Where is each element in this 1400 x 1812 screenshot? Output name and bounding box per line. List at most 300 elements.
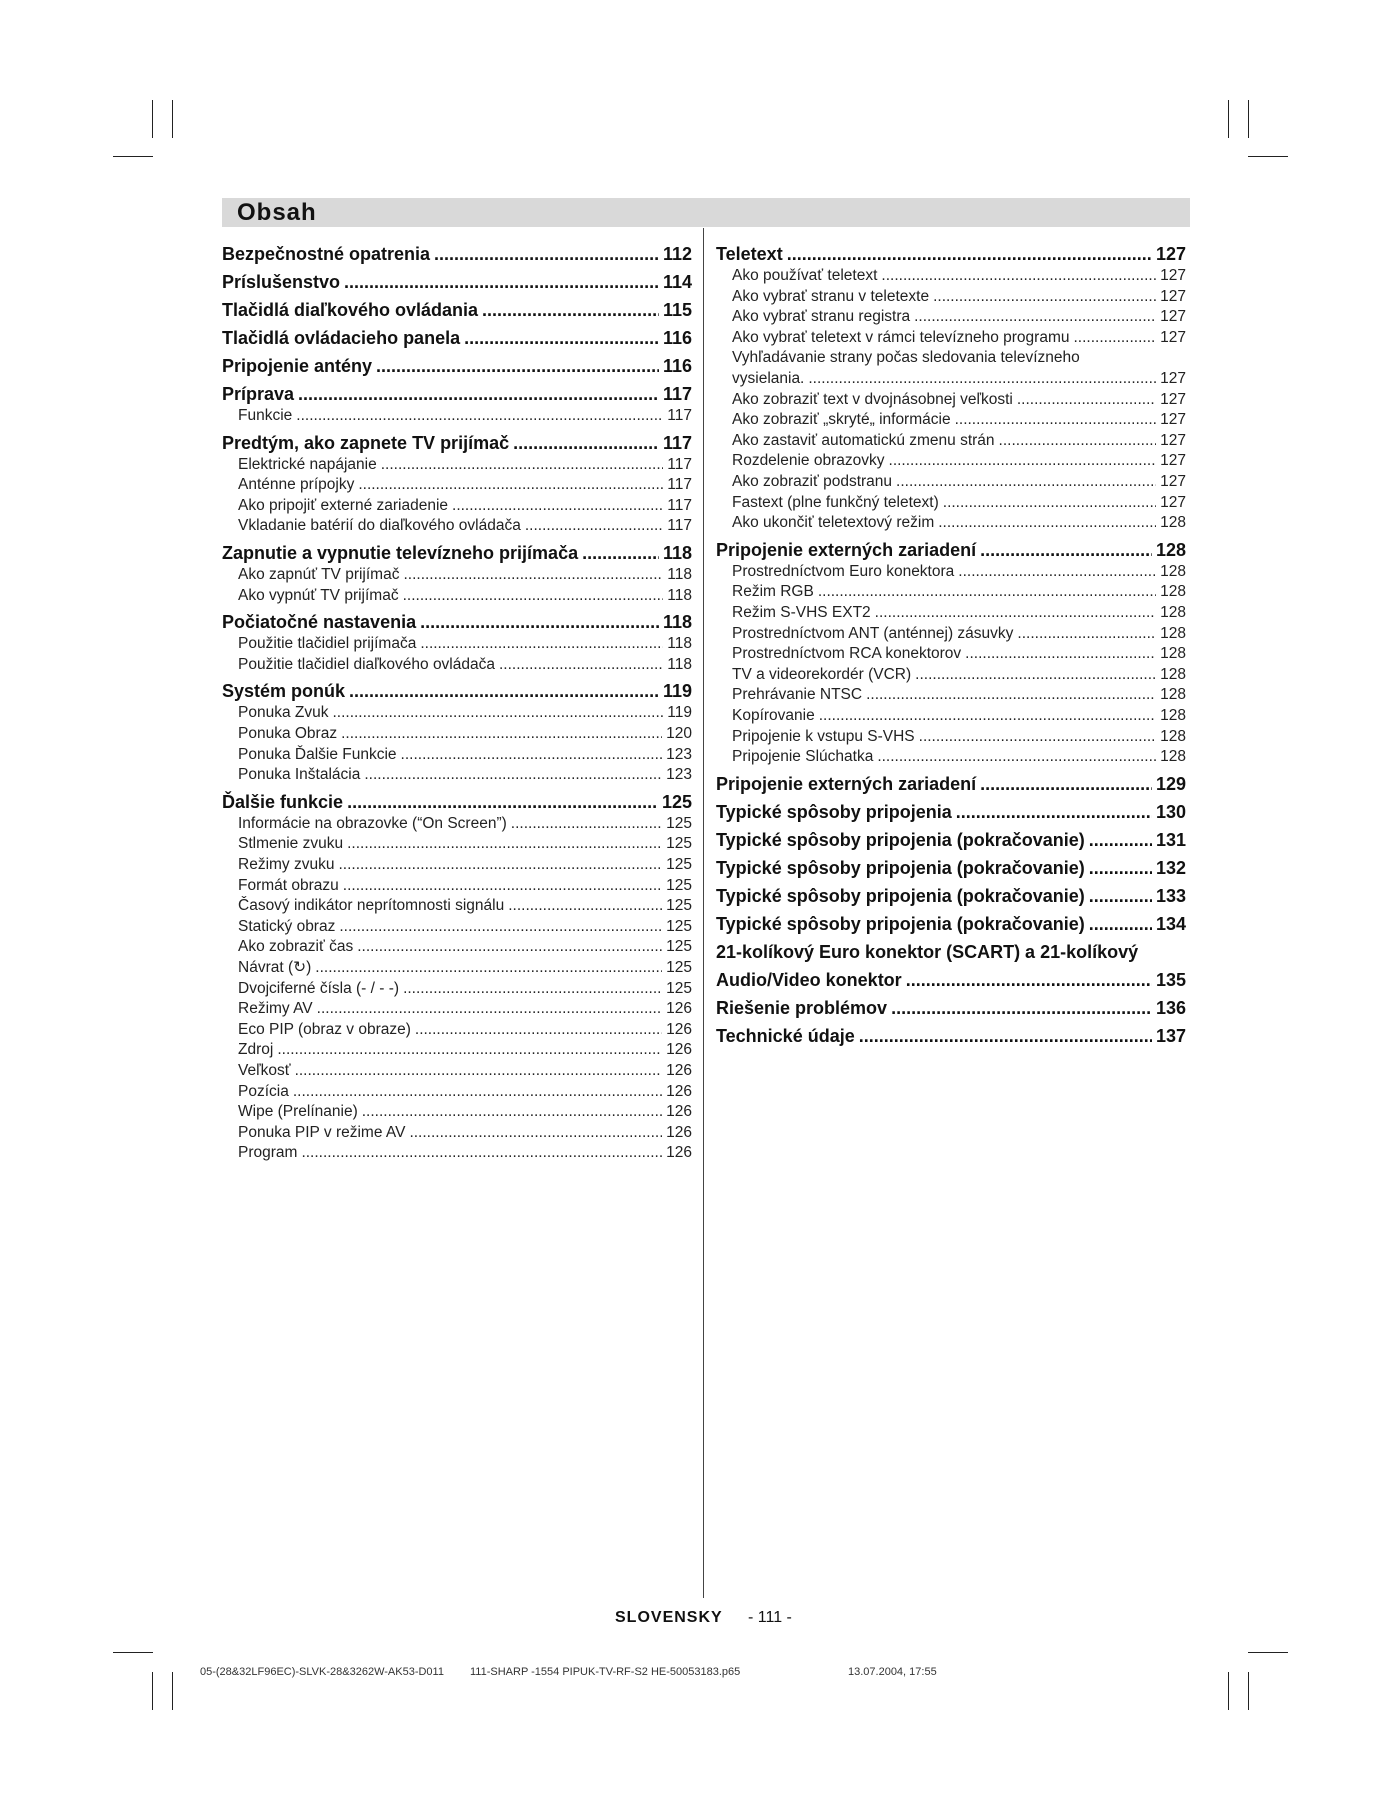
toc-entry-label: Typické spôsoby pripojenia (pokračovanie) xyxy=(716,913,1085,934)
toc-page-number: 126 xyxy=(666,1000,692,1018)
toc-entry-label: Ako používať teletext xyxy=(732,267,878,284)
toc-entry-label: Zdroj xyxy=(238,1041,274,1059)
toc-entry-label: Ponuka PIP v režime AV xyxy=(238,1123,406,1141)
toc-leader-dots xyxy=(889,451,1157,471)
toc-leader-dots xyxy=(381,455,664,475)
toc-entry-label: vysielania. xyxy=(732,370,805,387)
toc-subentry[interactable] xyxy=(716,513,1186,533)
toc-entry-label: Zapnutie a vypnutie televízneho prijímača xyxy=(222,543,579,563)
toc-entry[interactable] xyxy=(716,1024,1186,1048)
toc-subentry[interactable] xyxy=(222,703,692,723)
toc-page-number: 115 xyxy=(662,300,692,320)
toc-subentry[interactable] xyxy=(716,603,1186,623)
toc-entry-label: Ponuka Inštalácia xyxy=(238,766,361,784)
toc-entry[interactable] xyxy=(716,856,1186,880)
toc-page-number: 128 xyxy=(1160,645,1186,663)
toc-entry-label: TV a videorekordér (VCR) xyxy=(732,665,912,683)
toc-entry-label: Informácie na obrazovke (“On Screen”) xyxy=(238,814,507,832)
toc-leader-dots xyxy=(339,917,662,937)
toc-page-number: 123 xyxy=(666,745,692,763)
toc-page-number: 133 xyxy=(1155,885,1186,906)
toc-subentry[interactable] xyxy=(716,727,1186,747)
toc-leader-dots xyxy=(403,565,663,585)
toc-page-number: 127 xyxy=(1160,370,1186,387)
toc-entry[interactable] xyxy=(716,968,1186,992)
toc-page-number: 114 xyxy=(662,272,692,292)
crop-mark xyxy=(1248,1652,1288,1653)
toc-entry-label: Pripojenie antény xyxy=(222,356,373,376)
toc-leader-dots xyxy=(403,586,664,606)
toc-leader-dots xyxy=(434,242,659,266)
toc-page-number: 127 xyxy=(1160,287,1186,305)
toc-subentry[interactable] xyxy=(222,834,692,854)
toc-subentry[interactable] xyxy=(716,307,1186,327)
toc-subentry[interactable] xyxy=(222,1020,692,1040)
toc-leader-dots xyxy=(980,772,1152,796)
toc-page-number: 125 xyxy=(666,897,692,915)
toc-leader-dots xyxy=(315,958,662,978)
toc-page-number: 128 xyxy=(1160,707,1186,724)
toc-entry[interactable] xyxy=(222,298,692,322)
toc-entry-label: Návrat (↻) xyxy=(238,959,312,976)
toc-subentry[interactable] xyxy=(716,266,1186,286)
crop-mark xyxy=(113,156,153,157)
toc-entry[interactable] xyxy=(716,800,1186,824)
toc-page-number: 117 xyxy=(662,384,692,404)
toc-leader-dots xyxy=(298,382,659,406)
toc-page-number: 118 xyxy=(667,566,692,583)
toc-subentry[interactable] xyxy=(222,724,692,744)
toc-page-number: 137 xyxy=(1155,1025,1186,1046)
toc-leader-dots xyxy=(420,610,659,634)
toc-leader-dots xyxy=(296,406,663,426)
toc-entry-label: Stlmenie zvuku xyxy=(238,835,344,853)
toc-subentry[interactable] xyxy=(716,348,1186,368)
toc-entry-label: 21-kolíkový Euro konektor (SCART) a 21-kolíkový xyxy=(716,941,1139,962)
toc-page-number: 120 xyxy=(666,725,692,742)
toc-entry-label: Pripojenie externých zariadení xyxy=(716,539,977,560)
toc-leader-dots xyxy=(938,513,1156,533)
toc-page-number: 126 xyxy=(666,1144,692,1162)
toc-entry-label: Wipe (Prelínanie) xyxy=(238,1103,358,1121)
toc-entry-label: Pripojenie externých zariadení xyxy=(716,773,977,794)
toc-page-number: 118 xyxy=(667,586,692,604)
toc-page-number: 125 xyxy=(666,835,692,853)
toc-leader-dots xyxy=(415,1020,662,1040)
toc-page-number: 127 xyxy=(1160,452,1186,470)
toc-subentry[interactable] xyxy=(716,562,1186,582)
toc-entry-label: Riešenie problémov xyxy=(716,997,888,1018)
toc-subentry[interactable] xyxy=(716,747,1186,767)
toc-entry-label: Ako ukončiť teletextový režim xyxy=(732,514,935,532)
toc-page-number: 128 xyxy=(1160,727,1186,745)
toc-page-number: 129 xyxy=(1155,773,1186,794)
toc-entry-label: Typické spôsoby pripojenia (pokračovanie) xyxy=(716,829,1085,850)
toc-entry-label: Použitie tlačidiel prijímača xyxy=(238,635,417,653)
toc-subentry[interactable] xyxy=(716,706,1186,726)
toc-page-number: 125 xyxy=(666,938,692,956)
toc-leader-dots xyxy=(364,765,662,785)
toc-entry-label: Audio/Video konektor xyxy=(716,969,902,990)
toc-entry-label: Ponuka Ďalšie Funkcie xyxy=(238,745,397,763)
toc-leader-dots xyxy=(914,307,1156,327)
toc-subentry[interactable] xyxy=(716,451,1186,471)
toc-page-number: 118 xyxy=(667,655,692,673)
toc-subentry[interactable] xyxy=(222,516,692,536)
crop-mark xyxy=(1228,1672,1229,1710)
toc-leader-dots xyxy=(293,1082,662,1102)
toc-entry-label: Tlačidlá ovládacieho panela xyxy=(222,328,461,348)
toc-page-number: 126 xyxy=(666,1062,692,1079)
toc-entry-label: Vyhľadávanie strany počas sledovania televízneho xyxy=(732,349,1080,367)
toc-entry-label: Režim RGB xyxy=(732,583,814,601)
toc-entry-label: Ako zastaviť automatickú zmenu strán xyxy=(732,431,995,449)
toc-subentry[interactable] xyxy=(222,958,692,978)
toc-entry[interactable] xyxy=(222,610,692,634)
toc-entry-label: Ako vybrať stranu registra xyxy=(732,308,911,326)
toc-leader-dots xyxy=(906,968,1152,992)
toc-page-number: 127 xyxy=(1160,431,1186,449)
footer-page-number: - 111 - xyxy=(748,1609,792,1626)
toc-leader-dots xyxy=(980,538,1152,562)
toc-entry[interactable] xyxy=(222,326,692,350)
toc-page-number: 127 xyxy=(1160,267,1186,284)
toc-entry[interactable] xyxy=(222,354,692,378)
toc-page-number: 128 xyxy=(1160,604,1186,621)
toc-page-number: 127 xyxy=(1155,244,1186,264)
toc-entry-label: Pozícia xyxy=(238,1082,289,1100)
toc-entry[interactable] xyxy=(222,270,692,294)
toc-page-number: 125 xyxy=(666,959,692,976)
toc-subentry[interactable] xyxy=(222,655,692,675)
toc-page-number: 128 xyxy=(1160,686,1186,704)
toc-page-number: 117 xyxy=(667,407,692,424)
toc-leader-dots xyxy=(877,747,1156,767)
toc-entry-label: Režimy zvuku xyxy=(238,856,335,873)
toc-leader-dots xyxy=(881,266,1156,286)
toc-entry-label: Eco PIP (obraz v obraze) xyxy=(238,1020,411,1038)
toc-entry-label: Ďalšie funkcie xyxy=(222,791,344,812)
toc-leader-dots xyxy=(277,1040,662,1060)
toc-entry-label: Kopírovanie xyxy=(732,707,815,724)
toc-page-number: 117 xyxy=(667,496,692,514)
toc-subentry[interactable] xyxy=(716,493,1186,513)
toc-subentry[interactable] xyxy=(716,410,1186,430)
toc-leader-dots xyxy=(919,727,1156,747)
toc-entry-label: Prostredníctvom RCA konektorov xyxy=(732,645,962,663)
toc-entry-label: Vkladanie batérií do diaľkového ovládača xyxy=(238,517,521,535)
toc-page-number: 128 xyxy=(1155,539,1186,560)
toc-leader-dots xyxy=(338,855,662,875)
toc-entry-label: Príprava xyxy=(222,384,295,404)
toc-entry-label: Typické spôsoby pripojenia xyxy=(716,801,952,822)
toc-leader-dots xyxy=(1089,912,1152,936)
toc-leader-dots xyxy=(808,369,1156,389)
crop-mark xyxy=(172,100,173,138)
toc-leader-dots xyxy=(403,979,662,999)
crop-mark xyxy=(1228,100,1229,138)
toc-subentry[interactable] xyxy=(222,406,692,426)
toc-leader-dots xyxy=(499,655,663,675)
toc-entry-label: Ako zapnúť TV prijímač xyxy=(238,566,400,583)
toc-subentry[interactable] xyxy=(222,634,692,654)
toc-entry[interactable] xyxy=(716,884,1186,908)
toc-leader-dots xyxy=(875,603,1156,623)
column-divider xyxy=(703,228,704,1598)
toc-leader-dots xyxy=(452,496,663,516)
toc-subentry[interactable] xyxy=(222,496,692,516)
crop-mark xyxy=(152,100,153,138)
toc-entry-label: Program xyxy=(238,1144,298,1162)
toc-entry-label: Ako pripojiť externé zariadenie xyxy=(238,496,449,514)
toc-page-number: 126 xyxy=(666,1082,692,1100)
toc-left-column xyxy=(222,0,692,1300)
toc-page-number: 118 xyxy=(662,612,692,633)
toc-entry-label: Elektrické napájanie xyxy=(238,455,377,473)
toc-entry[interactable] xyxy=(716,828,1186,852)
toc-subentry[interactable] xyxy=(222,1123,692,1143)
toc-entry-label: Bezpečnostné opatrenia xyxy=(222,244,431,264)
imprint-file-name: 05-(28&32LF96EC)-SLVK-28&3262W-AK53-D011 xyxy=(200,1666,444,1678)
toc-subentry[interactable] xyxy=(716,328,1186,348)
toc-entry-label: Dvojciferné čísla (- / - -) xyxy=(238,979,400,997)
toc-page-number: 128 xyxy=(1160,514,1186,532)
toc-subentry[interactable] xyxy=(222,455,692,475)
toc-subentry[interactable] xyxy=(222,1061,692,1081)
toc-leader-dots xyxy=(955,410,1157,430)
toc-entry-label: Ako vybrať stranu v teletexte xyxy=(732,287,930,305)
toc-subentry[interactable] xyxy=(716,472,1186,492)
toc-page-number: 125 xyxy=(666,856,692,873)
toc-page-number: 125 xyxy=(666,979,692,997)
toc-leader-dots xyxy=(401,745,663,765)
toc-page-number: 126 xyxy=(666,1123,692,1141)
toc-entry-label: Ako vypnúť TV prijímač xyxy=(238,586,399,604)
toc-entry[interactable] xyxy=(222,382,692,406)
toc-leader-dots xyxy=(464,326,659,350)
toc-subentry[interactable] xyxy=(222,917,692,937)
toc-entry[interactable] xyxy=(716,996,1186,1020)
toc-leader-dots xyxy=(317,999,662,1019)
toc-leader-dots xyxy=(295,1061,663,1081)
toc-subentry[interactable] xyxy=(716,431,1186,451)
toc-entry-label: Pripojenie k vstupu S-VHS xyxy=(732,727,915,745)
toc-page-number: 136 xyxy=(1155,997,1186,1018)
toc-leader-dots xyxy=(943,493,1156,513)
toc-leader-dots xyxy=(1089,856,1152,880)
toc-subentry[interactable] xyxy=(716,624,1186,644)
toc-page-number: 132 xyxy=(1155,857,1186,878)
toc-leader-dots xyxy=(1089,884,1152,908)
toc-page-number: 116 xyxy=(662,328,692,348)
toc-subentry[interactable] xyxy=(222,999,692,1019)
toc-leader-dots xyxy=(1017,390,1156,410)
toc-page-number: 128 xyxy=(1160,562,1186,580)
toc-leader-dots xyxy=(956,800,1152,824)
toc-entry-label: Časový indikátor neprítomnosti signálu xyxy=(238,897,505,915)
toc-page-number: 128 xyxy=(1160,583,1186,601)
toc-page-number: 118 xyxy=(662,543,692,563)
toc-entry[interactable] xyxy=(222,679,692,703)
toc-entry-label: Ponuka Zvuk xyxy=(238,704,329,722)
toc-subentry[interactable] xyxy=(222,979,692,999)
toc-entry[interactable] xyxy=(222,790,692,814)
toc-subentry[interactable] xyxy=(222,876,692,896)
toc-right-column xyxy=(716,0,1186,1300)
toc-leader-dots xyxy=(787,242,1152,266)
toc-leader-dots xyxy=(891,996,1152,1020)
toc-entry-label: Prehrávanie NTSC xyxy=(732,686,863,704)
toc-entry[interactable] xyxy=(716,242,1186,266)
toc-entry-label: Prostredníctvom Euro konektora xyxy=(732,562,955,580)
toc-entry[interactable] xyxy=(716,772,1186,796)
toc-subentry[interactable] xyxy=(222,814,692,834)
toc-page-number: 117 xyxy=(662,432,692,453)
toc-page-number: 125 xyxy=(661,791,692,812)
toc-entry-label: Typické spôsoby pripojenia (pokračovanie) xyxy=(716,857,1085,878)
toc-leader-dots xyxy=(376,354,659,378)
toc-page-number: 117 xyxy=(667,455,692,473)
toc-subentry[interactable] xyxy=(716,582,1186,602)
toc-leader-dots xyxy=(358,475,663,495)
toc-leader-dots xyxy=(332,703,663,723)
toc-entry[interactable] xyxy=(716,538,1186,562)
toc-leader-dots xyxy=(819,706,1156,726)
toc-page-number: 127 xyxy=(1160,473,1186,490)
toc-entry-label: Ako vybrať teletext v rámci televízneho programu xyxy=(732,328,1070,346)
toc-subentry[interactable] xyxy=(716,665,1186,685)
toc-leader-dots xyxy=(513,431,659,455)
toc-entry-label: Anténne prípojky xyxy=(238,476,355,494)
imprint-job-name: 111-SHARP -1554 PIPUK-TV-RF-S2 HE-50053183.p65 xyxy=(470,1666,741,1678)
toc-subentry[interactable] xyxy=(222,937,692,957)
toc-page-number: 127 xyxy=(1160,411,1186,429)
toc-subentry[interactable] xyxy=(222,1102,692,1122)
toc-subentry[interactable] xyxy=(222,1143,692,1163)
toc-leader-dots xyxy=(866,685,1156,705)
toc-entry-label: Predtým, ako zapnete TV prijímač xyxy=(222,432,510,453)
toc-leader-dots xyxy=(896,472,1156,492)
toc-page-number: 119 xyxy=(662,681,692,702)
toc-leader-dots xyxy=(525,516,663,536)
toc-page-number: 112 xyxy=(662,244,692,264)
toc-entry-label: Príslušenstvo xyxy=(222,272,341,292)
toc-page-number: 128 xyxy=(1160,665,1186,683)
toc-page-number: 117 xyxy=(667,476,692,494)
toc-entry-label: Ako zobraziť „skryté„ informácie xyxy=(732,411,951,429)
toc-entry-label: Pripojenie Slúchatka xyxy=(732,748,874,766)
toc-page-number: 117 xyxy=(667,517,692,535)
toc-leader-dots xyxy=(347,834,662,854)
toc-page-number: 118 xyxy=(667,635,692,653)
toc-entry-label: Teletext xyxy=(716,244,783,264)
toc-leader-dots xyxy=(301,1143,662,1163)
toc-entry[interactable] xyxy=(716,912,1186,936)
footer-language: SLOVENSKY xyxy=(615,1609,723,1626)
toc-entry-label: Ako zobraziť čas xyxy=(238,938,354,956)
toc-leader-dots xyxy=(859,1024,1152,1048)
toc-page-number: 131 xyxy=(1155,829,1186,850)
toc-page-number: 127 xyxy=(1160,328,1186,346)
toc-entry-label: Režimy AV xyxy=(238,1000,313,1018)
toc-entry[interactable] xyxy=(222,431,692,455)
crop-mark xyxy=(1248,156,1288,157)
toc-entry[interactable] xyxy=(222,541,692,565)
crop-mark xyxy=(1248,1672,1249,1710)
toc-subentry[interactable] xyxy=(716,390,1186,410)
crop-mark xyxy=(113,1652,153,1653)
toc-entry-label: Ako zobraziť text v dvojnásobnej veľkosti xyxy=(732,390,1013,408)
toc-page-number: 123 xyxy=(666,766,692,784)
toc-page-number: 119 xyxy=(667,704,692,722)
toc-subentry[interactable] xyxy=(222,855,692,875)
toc-leader-dots xyxy=(343,876,662,896)
toc-subentry[interactable] xyxy=(222,896,692,916)
toc-entry-label: Technické údaje xyxy=(716,1025,855,1046)
toc-subentry[interactable] xyxy=(222,565,692,585)
page-title: Obsah xyxy=(237,199,317,226)
toc-subentry[interactable] xyxy=(222,1082,692,1102)
toc-subentry[interactable] xyxy=(222,1040,692,1060)
toc-subentry[interactable] xyxy=(716,644,1186,664)
toc-leader-dots xyxy=(508,896,662,916)
toc-subentry[interactable] xyxy=(222,765,692,785)
toc-entry-label: Ponuka Obraz xyxy=(238,725,338,742)
toc-page-number: 134 xyxy=(1155,913,1186,934)
toc-leader-dots xyxy=(933,287,1156,307)
toc-page-number: 128 xyxy=(1160,748,1186,766)
toc-entry[interactable] xyxy=(222,242,692,266)
toc-leader-dots xyxy=(420,634,663,654)
crop-mark xyxy=(172,1672,173,1710)
toc-entry[interactable] xyxy=(716,940,1186,964)
toc-leader-dots xyxy=(511,814,662,834)
toc-leader-dots xyxy=(958,562,1156,582)
toc-subentry[interactable] xyxy=(222,745,692,765)
toc-entry-label: Systém ponúk xyxy=(222,681,346,702)
toc-leader-dots xyxy=(347,790,658,814)
toc-page-number: 125 xyxy=(666,876,692,894)
toc-entry-label: Formát obrazu xyxy=(238,876,339,894)
toc-subentry[interactable] xyxy=(716,369,1186,389)
toc-entry-label: Fastext (plne funkčný teletext) xyxy=(732,493,939,511)
toc-entry-label: Tlačidlá diaľkového ovládania xyxy=(222,300,479,320)
toc-leader-dots xyxy=(582,541,659,565)
toc-leader-dots xyxy=(1074,328,1157,348)
toc-subentry[interactable] xyxy=(716,287,1186,307)
toc-entry-label: Režim S-VHS EXT2 xyxy=(732,604,871,621)
toc-page-number: 126 xyxy=(666,1103,692,1121)
toc-subentry[interactable] xyxy=(222,475,692,495)
toc-subentry[interactable] xyxy=(716,685,1186,705)
toc-page-number: 116 xyxy=(662,356,692,376)
toc-subentry[interactable] xyxy=(222,586,692,606)
imprint-date: 13.07.2004, 17:55 xyxy=(848,1666,937,1678)
toc-page-number: 126 xyxy=(666,1041,692,1059)
toc-leader-dots xyxy=(357,937,662,957)
toc-page-number: 126 xyxy=(666,1020,692,1038)
toc-entry-label: Statický obraz xyxy=(238,917,336,935)
toc-page-number: 130 xyxy=(1155,801,1186,822)
crop-mark xyxy=(152,1672,153,1710)
crop-mark xyxy=(1248,100,1249,138)
toc-leader-dots xyxy=(999,431,1157,451)
toc-leader-dots xyxy=(349,679,659,703)
toc-entry-label: Typické spôsoby pripojenia (pokračovanie) xyxy=(716,885,1085,906)
toc-page-number: 135 xyxy=(1155,969,1186,990)
toc-page-number: 127 xyxy=(1160,493,1186,511)
toc-leader-dots xyxy=(965,644,1156,664)
